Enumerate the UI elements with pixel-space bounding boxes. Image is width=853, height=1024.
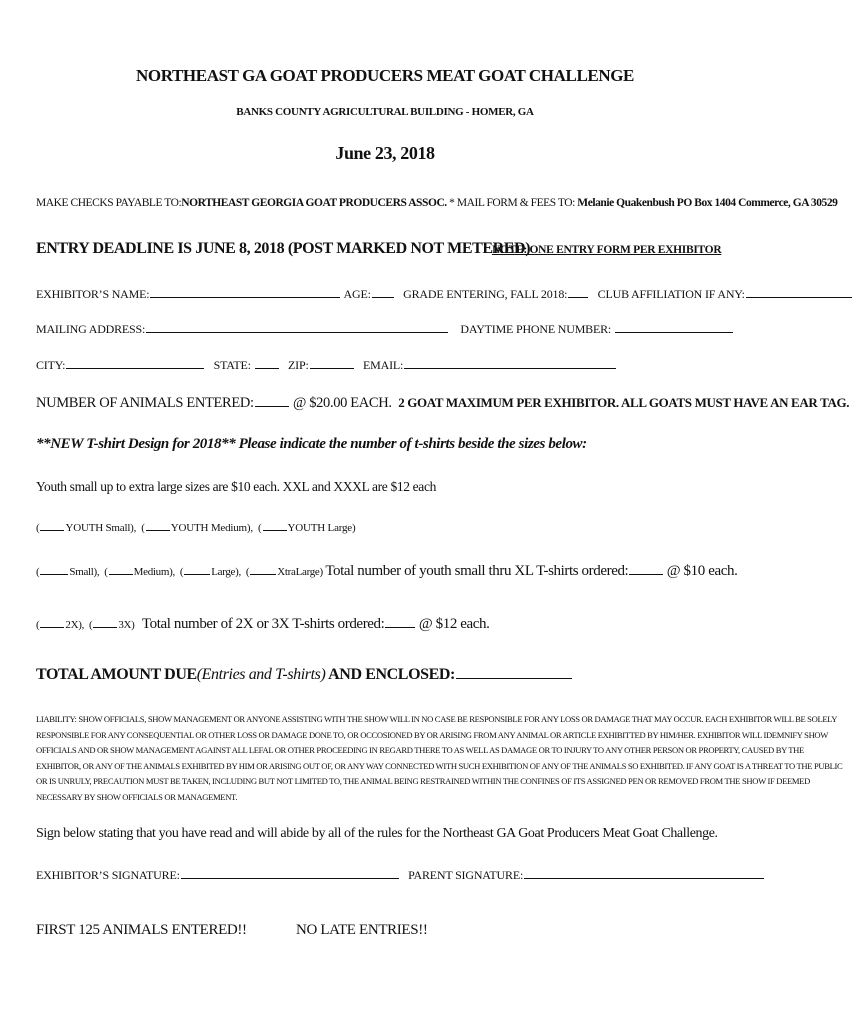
tshirt-pricing: Youth small up to extra large sizes are $10 each. XXL and XXXL are $12 each <box>36 479 436 494</box>
mailing-address-label: MAILING ADDRESS: <box>36 322 146 336</box>
liability-line: OR IS UNRULY, PRECAUTION MUST BE TAKEN, INCLUDING BUT NOT LIMITED TO, THE ANIMAL BEING RESTRAINED WITHIN THE CONFINES OF ITS ASSIGNED PEN OR REMOVED FROM THE SHOW IF DEEMED <box>36 776 810 786</box>
mailing-address-field[interactable] <box>146 320 448 333</box>
medium-field[interactable] <box>109 562 133 575</box>
venue: BANKS COUNTY AGRICULTURAL BUILDING - HOMER, GA <box>236 106 534 118</box>
grade-label: GRADE ENTERING, FALL 2018: <box>403 287 568 301</box>
exhibitor-name-field[interactable] <box>150 285 340 298</box>
youth-large-field[interactable] <box>263 518 287 531</box>
address-row <box>36 320 734 337</box>
liability-line: LIABILITY: SHOW OFFICIALS, SHOW MANAGEMENT OR ANYONE ASSISTING WITH THE SHOW WILL IN NO CASE BE RESPONSIBLE FOR ANY LOSS OR DAMAGE THAT MAY OCCUR. EACH EXHIBITOR WILL BE SOLELY <box>36 714 838 724</box>
liability-line: EXHIBITOR, OR ANY OF THE ANIMALS EXHIBITED BY HIM OR ARISING OUT OF, OR ANY WAY CONNECTED WITH SUCH EXHIBITION OF ANY OF THE ANIMALS SO EXHIBITED. IF ANY GOAT IS A THREAT TO THE PUBLIC <box>36 760 843 771</box>
exhibitor-signature-label: EXHIBITOR’S SIGNATURE: <box>36 868 180 882</box>
youth-large-label: YOUTH Large) <box>287 522 356 534</box>
age-field[interactable] <box>372 285 394 298</box>
youth-medium-label: YOUTH Medium), <box>170 522 253 534</box>
size-2x-field[interactable] <box>40 615 64 628</box>
total-amount-field[interactable] <box>456 664 572 679</box>
entry-deadline: ENTRY DEADLINE IS JUNE 8, 2018 (POST MARKED NOT METERED) <box>36 240 531 257</box>
liability-line: RESPONSIBLE FOR ANY CONSEQUENTIAL OR OTHER LOSS OR DAMAGE DONE TO, OR OCCOSIONED BY OR ARISING FROM ANY ANIMAL OR ARTICLE EXHIBITTED BY HIM/HER. EXHIBITOR WILL IDEMNIFY SHOW <box>36 729 829 740</box>
liability-text <box>36 712 843 805</box>
city-label: CITY: <box>36 358 66 372</box>
signature-row <box>36 866 765 883</box>
club-label: CLUB AFFILIATION IF ANY: <box>597 287 745 301</box>
email-field[interactable] <box>404 356 616 369</box>
daytime-phone-field[interactable] <box>615 320 733 333</box>
animals-count-field[interactable] <box>255 394 289 407</box>
medium-label: Medium), <box>133 566 175 578</box>
youth-total-field[interactable] <box>629 562 663 575</box>
email-label: EMAIL: <box>363 358 404 372</box>
state-label: STATE: <box>213 358 251 372</box>
small-label: Small), <box>69 566 100 578</box>
youth-small-label: YOUTH Small), <box>65 522 137 534</box>
total-tail: AND ENCLOSED: <box>328 666 455 683</box>
youth-each-label: @ $10 each. <box>666 563 738 579</box>
youth-sizes-row: ( YOUTH Small), ( YOUTH Medium), ( YOUTH Large) <box>36 518 355 534</box>
exhibitor-row <box>36 285 853 302</box>
checks-payee: NORTHEAST GEORGIA GOAT PRODUCERS ASSOC. <box>181 197 447 209</box>
exhibitor-signature-field[interactable] <box>181 866 399 879</box>
sign-note: Sign below stating that you have read and will abide by all of the rules for the Northeast GA Goat Producers Meat Goat Challenge. <box>36 826 718 841</box>
mail-label: * MAIL FORM & FEES TO: <box>449 197 575 209</box>
state-field[interactable] <box>255 356 279 369</box>
mail-to: Melanie Quakenbush PO Box 1404 Commerce, GA 30529 <box>577 197 838 209</box>
big-each-label: @ $12 each. <box>418 616 490 632</box>
checks-label: MAKE CHECKS PAYABLE TO: <box>36 197 182 209</box>
xtra-large-label: XtraLarge) <box>277 566 323 578</box>
liability-line: NECESSARY BY SHOW OFFICIALS OR MANAGEMENT. <box>36 791 238 802</box>
xtra-large-field[interactable] <box>250 562 276 575</box>
large-label: Large), <box>211 566 241 578</box>
small-field[interactable] <box>40 562 68 575</box>
total-amount-row <box>36 664 573 684</box>
event-date: June 23, 2018 <box>335 143 435 163</box>
page-title: NORTHEAST GA GOAT PRODUCERS MEAT GOAT CHALLENGE <box>136 66 634 85</box>
liability-line: OFFICIALS AND OR SHOW MANAGEMENT AGAINST ALL LEFAL OR OTHER PROCEEDING IN REGARD THERE TO AS WELL AS DAMAGE OR TO INJURY TO ANY OTHER PERSON OR PROPERTY, CAUSED BY THE <box>36 745 804 755</box>
daytime-phone-label: DAYTIME PHONE NUMBER: <box>460 322 612 336</box>
youth-small-field[interactable] <box>40 518 64 531</box>
exhibitor-name-label: EXHIBITOR’S NAME: <box>36 287 150 301</box>
zip-label: ZIP: <box>288 358 309 372</box>
one-entry-note: NOTE: ONE ENTRY FORM PER EXHIBITOR <box>492 244 722 256</box>
big-total-label: Total number of 2X or 3X T-shirts ordered: <box>141 616 385 632</box>
parent-signature-field[interactable] <box>524 866 764 879</box>
youth-medium-field[interactable] <box>146 518 170 531</box>
animals-price: @ $20.00 EACH. <box>292 395 392 411</box>
big-sizes-row: ( 2X), ( 3X) Total number of 2X or 3X T-shirts ordered: @ $12 each. <box>36 616 490 632</box>
first-125-note: FIRST 125 ANIMALS ENTERED!! <box>36 922 247 938</box>
size-3x-label: 3X) <box>118 619 135 631</box>
youth-total-label: Total number of youth small thru XL T-shirts ordered: <box>325 563 629 579</box>
size-3x-field[interactable] <box>93 615 117 628</box>
zip-field[interactable] <box>310 356 354 369</box>
grade-field[interactable] <box>568 285 588 298</box>
city-row <box>36 356 617 373</box>
tshirt-heading: **NEW T-shirt Design for 2018** Please indicate the number of t-shirts beside the sizes below: <box>36 436 587 452</box>
age-label: AGE: <box>343 287 371 301</box>
animals-row <box>36 394 849 412</box>
total-paren: (Entries and T-shirts) <box>196 666 326 683</box>
no-late-entries-note: NO LATE ENTRIES!! <box>296 922 428 938</box>
large-field[interactable] <box>184 562 210 575</box>
club-field[interactable] <box>746 285 852 298</box>
big-total-field[interactable] <box>385 615 415 628</box>
total-label: TOTAL AMOUNT DUE <box>36 666 197 683</box>
adult-sizes-row: ( Small), ( Medium), ( Large), ( XtraLarge) Total number of youth small thru XL T-shirts ordered: @ $10 each. <box>36 563 738 579</box>
city-field[interactable] <box>66 356 204 369</box>
size-2x-label: 2X), <box>65 619 85 631</box>
parent-signature-label: PARENT SIGNATURE: <box>408 868 524 882</box>
animals-rule: 2 GOAT MAXIMUM PER EXHIBITOR. ALL GOATS MUST HAVE AN EAR TAG. <box>398 395 850 410</box>
checks-line <box>36 197 837 209</box>
animals-label: NUMBER OF ANIMALS ENTERED: <box>36 395 254 411</box>
